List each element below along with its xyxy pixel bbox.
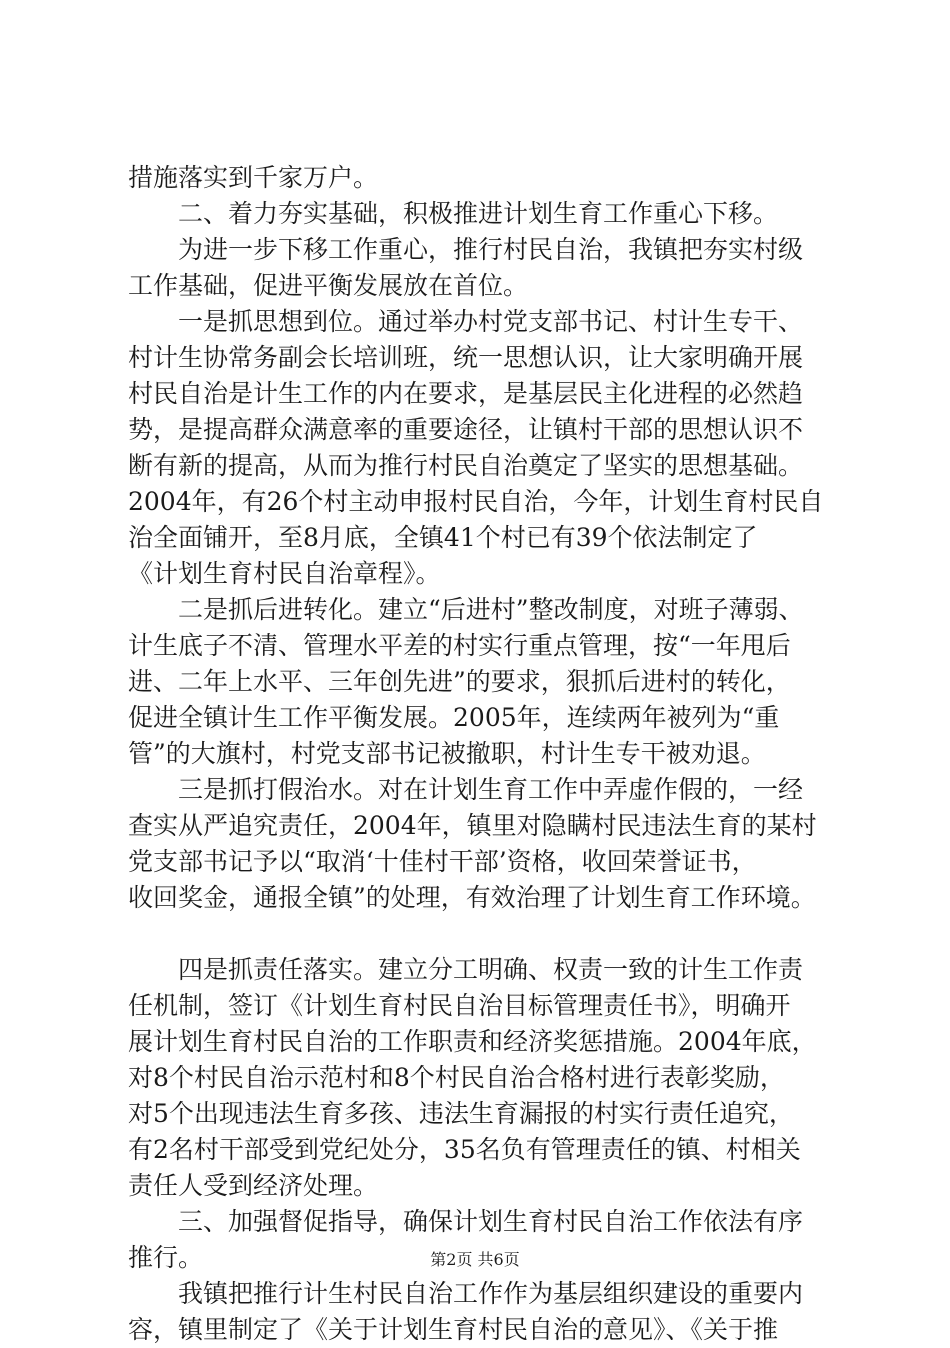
text-line: 措施落实到千家万户。	[128, 163, 379, 192]
text-line: 责任人受到经济处理。	[128, 1171, 379, 1200]
text-line: 查实从严追究责任，2004年，镇里对隐瞒村民违法生育的某村	[128, 811, 817, 840]
text-line: 对8个村民自治示范村和8个村民自治合格村进行表彰奖励，	[128, 1063, 785, 1092]
text-line: 我镇把推行计生村民自治工作作为基层组织建设的重要内	[178, 1279, 804, 1308]
text-line: 任机制，签订《计划生育村民自治目标管理责任书》，明确开	[128, 991, 791, 1020]
text-line: 为进一步下移工作重心，推行村民自治，我镇把夯实村级	[178, 235, 804, 264]
text-line: 势，是提高群众满意率的重要途径，让镇村干部的思想认识不	[128, 415, 804, 444]
text-line: 断有新的提高，从而为推行村民自治奠定了坚实的思想基础。	[128, 451, 804, 480]
text-line: 二是抓后进转化。建立“后进村”整改制度，对班子薄弱、	[178, 595, 804, 624]
text-line: 《计划生育村民自治章程》。	[128, 559, 441, 588]
text-line: 对5个出现违法生育多孩、违法生育漏报的村实行责任追究，	[128, 1099, 794, 1128]
text-line: 工作基础，促进平衡发展放在首位。	[128, 271, 529, 300]
text-line: 三是抓打假治水。对在计划生育工作中弄虚作假的，一经	[178, 775, 804, 804]
text-line: 计生底子不清、管理水平差的村实行重点管理，按“一年甩后	[128, 631, 791, 660]
text-line: 展计划生育村民自治的工作职责和经济奖惩措施。2004年底，	[128, 1027, 817, 1056]
text-line: 推行。	[128, 1243, 204, 1272]
text-line: 管”的大旗村，村党支部书记被撤职，村计生专干被劝退。	[128, 739, 766, 768]
text-line: 二、着力夯实基础，积极推进计划生育工作重心下移。	[178, 199, 779, 228]
text-line: 容，镇里制定了《关于计划生育村民自治的意见》、《关于推	[128, 1315, 779, 1344]
text-line: 四是抓责任落实。建立分工明确、权责一致的计生工作责	[178, 955, 804, 984]
text-line: 促进全镇计生工作平衡发展。2005年，连续两年被列为“重	[128, 703, 780, 732]
text-line: 村民自治是计生工作的内在要求，是基层民主化进程的必然趋	[128, 379, 804, 408]
text-line: 村计生协常务副会长培训班，统一思想认识，让大家明确开展	[128, 343, 804, 372]
text-line: 党支部书记予以“取消‘十佳村干部’资格，收回荣誉证书，	[128, 847, 757, 876]
page-footer: 第2页 共6页	[430, 1250, 520, 1269]
text-line: 有2名村干部受到党纪处分，35名负有管理责任的镇、村相关	[128, 1135, 801, 1164]
text-line: 收回奖金，通报全镇”的处理，有效治理了计划生育工作环境。	[128, 883, 816, 912]
text-line: 进、二年上水平、三年创先进”的要求，狠抓后进村的转化，	[128, 667, 791, 696]
document-body	[128, 160, 840, 1348]
text-line: 2004年，有26个村主动申报村民自治，今年，计划生育村民自	[128, 487, 824, 516]
text-line: 治全面铺开，至8月底，全镇41个村已有39个依法制定了	[128, 523, 758, 552]
paragraph-gap	[128, 916, 840, 952]
text-line: 一是抓思想到位。通过举办村党支部书记、村计生专干、	[178, 307, 804, 336]
text-line: 三、加强督促指导，确保计划生育村民自治工作依法有序	[178, 1207, 804, 1236]
